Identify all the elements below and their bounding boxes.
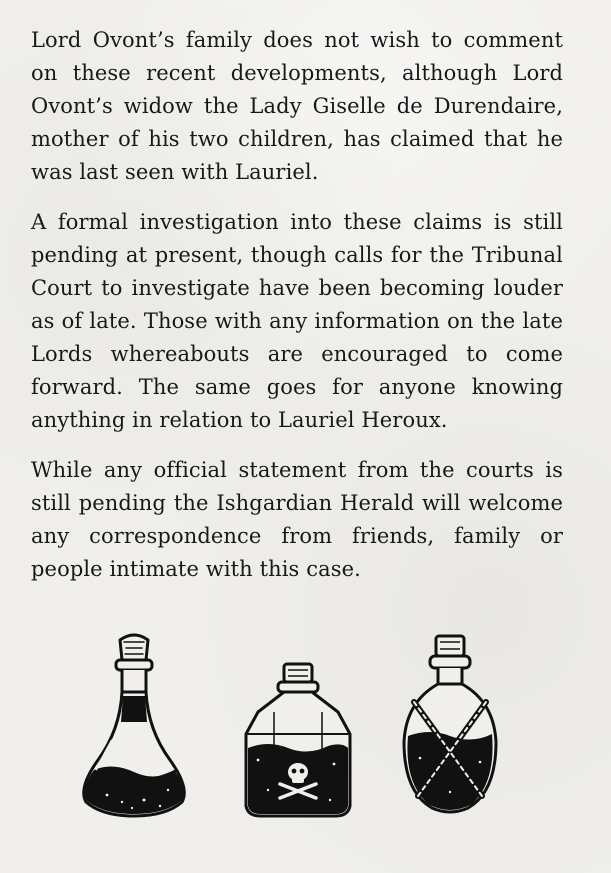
article-paragraph-1: Lord Ovont’s family does not wish to comment on these recent developments, although Lord Ovont’s widow the Lady Giselle de Durendaire, mother of his two children, has claimed that he was last seen with Lauriel. bbox=[31, 28, 563, 184]
article-body bbox=[31, 24, 563, 603]
decorative-bottles bbox=[0, 624, 611, 824]
potion-bottle-conical-icon bbox=[72, 630, 196, 820]
poison-bottle-skull-icon bbox=[238, 660, 358, 820]
article-paragraph-2: A formal investigation into these claims is still pending at present, though calls for the Tribunal Court to investigate have been becoming louder as of late. Those with any information on the late Lords whereabouts are encouraged to come forward. The same goes for anyone knowing anything in relation to Lauriel Heroux. bbox=[31, 210, 563, 432]
article-paragraph-3: While any official statement from the courts is still pending the Ishgardian Herald will welcome any correspondence from friends, family or people intimate with this case. bbox=[31, 458, 563, 581]
potion-bottle-crossed-rope-icon bbox=[396, 632, 504, 818]
